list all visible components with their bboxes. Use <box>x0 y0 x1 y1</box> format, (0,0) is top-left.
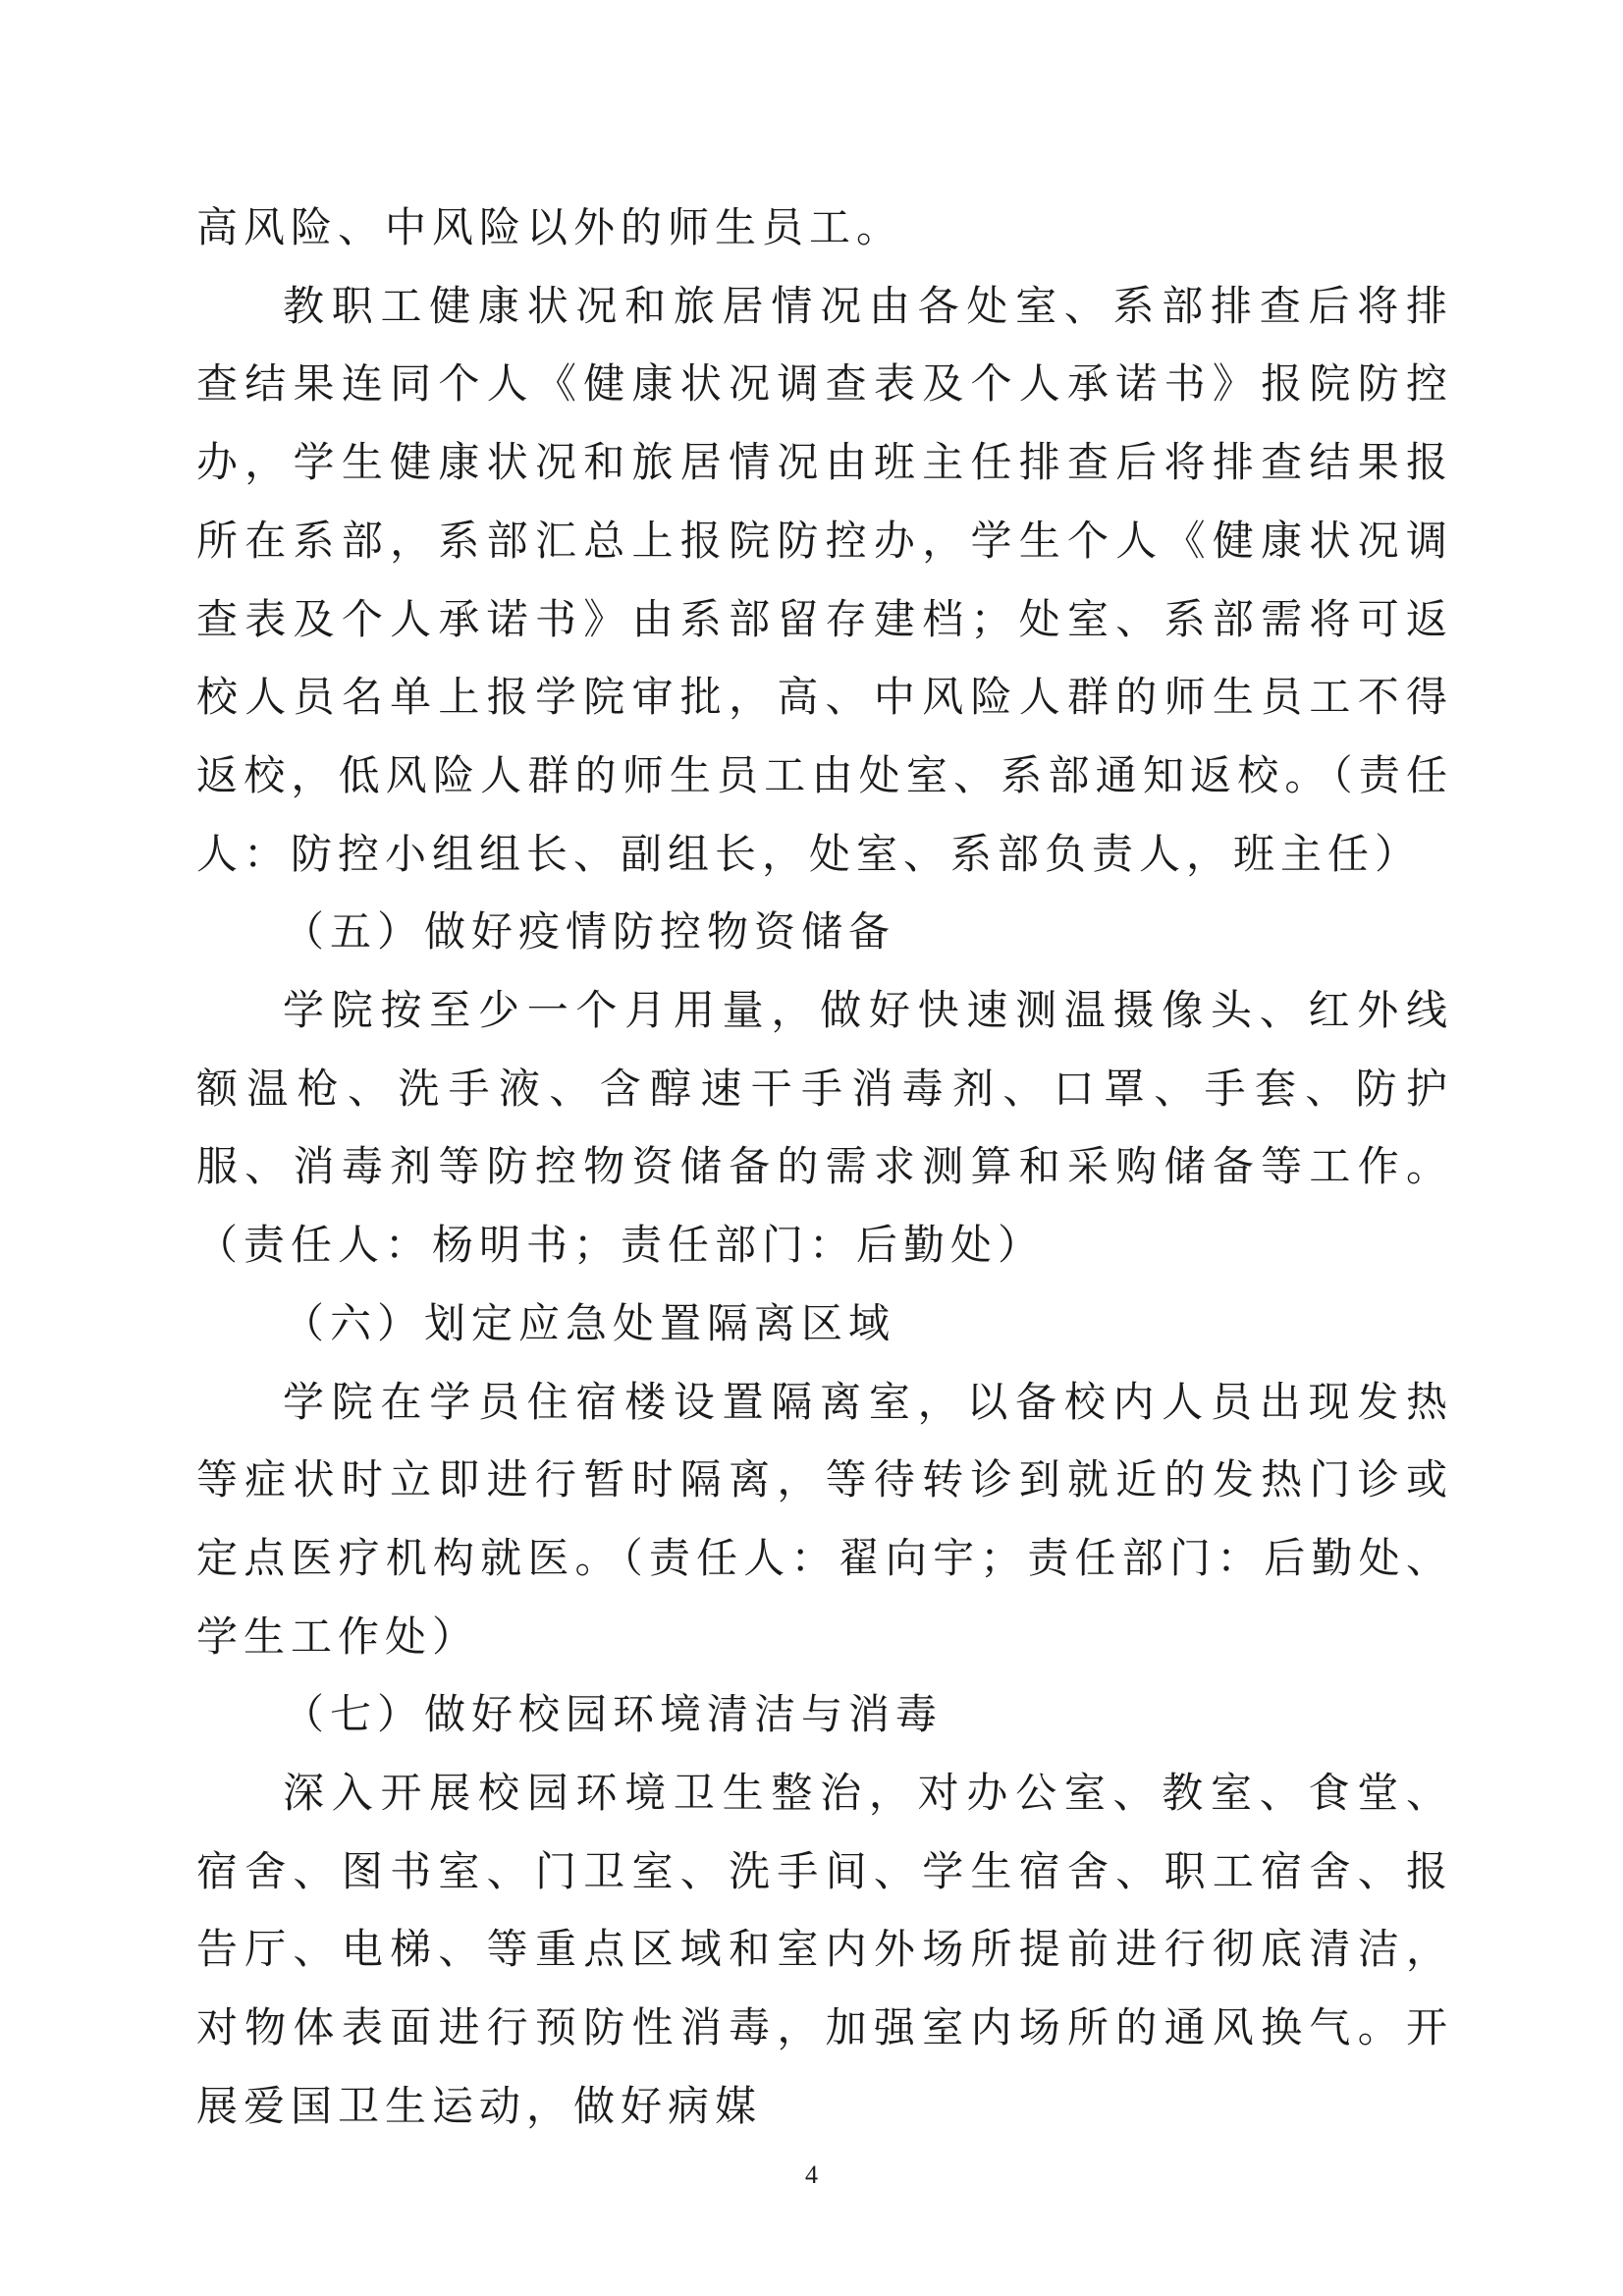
section-heading-supplies: （五）做好疫情防控物资储备 <box>283 907 896 957</box>
paragraph-isolation: 学院在学员住宿楼设置隔离室，以备校内人员出现发热等症状时立即进行暂时隔离，等待转诊到就近的发热门诊或定点医疗机构就医。（责任人：翟向宇；责任部门：后勤处、学生工作处） <box>196 1377 1453 1661</box>
body-text <box>196 189 1453 2146</box>
paragraph-continuation: 高风险、中风险以外的师生员工。 <box>196 203 904 251</box>
section-heading-isolation: （六）划定应急处置隔离区域 <box>283 1298 896 1347</box>
page-number: 4 <box>805 2160 818 2189</box>
paragraph-supplies: 学院按至少一个月用量，做好快速测温摄像头、红外线额温枪、洗手液、含醇速干手消毒剂、口罩、手套、防护服、消毒剂等防控物资储备的需求测算和采购储备等工作。（责任人：杨明书；责任部门：后勤处） <box>196 986 1453 1270</box>
section-heading-cleaning: （七）做好校园环境清洁与消毒 <box>283 1690 944 1739</box>
paragraph-health-screening: 教职工健康状况和旅居情况由各处室、系部排查后将排查结果连同个人《健康状况调查表及个人承诺书》报院防控办，学生健康状况和旅居情况由班主任排查后将排查结果报所在系部，系部汇总上报院防控办，学生个人《健康状况调查表及个人承诺书》由系部留存建档；处室、系部需将可返校人员名单上报学院审批，高、中风险人群的师生员工不得返校，低风险人群的师生员工由处室、系部通知返校。（责任人：防控小组组长、副组长，处室、系部负责人，班主任） <box>196 281 1453 878</box>
paragraph-cleaning: 深入开展校园环境卫生整治，对办公室、教室、食堂、宿舍、图书室、门卫室、洗手间、学生宿舍、职工宿舍、报告厅、电梯、等重点区域和室内外场所提前进行彻底清洁，对物体表面进行预防性消毒，加强室内场所的通风换气。开展爱国卫生运动，做好病媒 <box>196 1769 1453 2130</box>
